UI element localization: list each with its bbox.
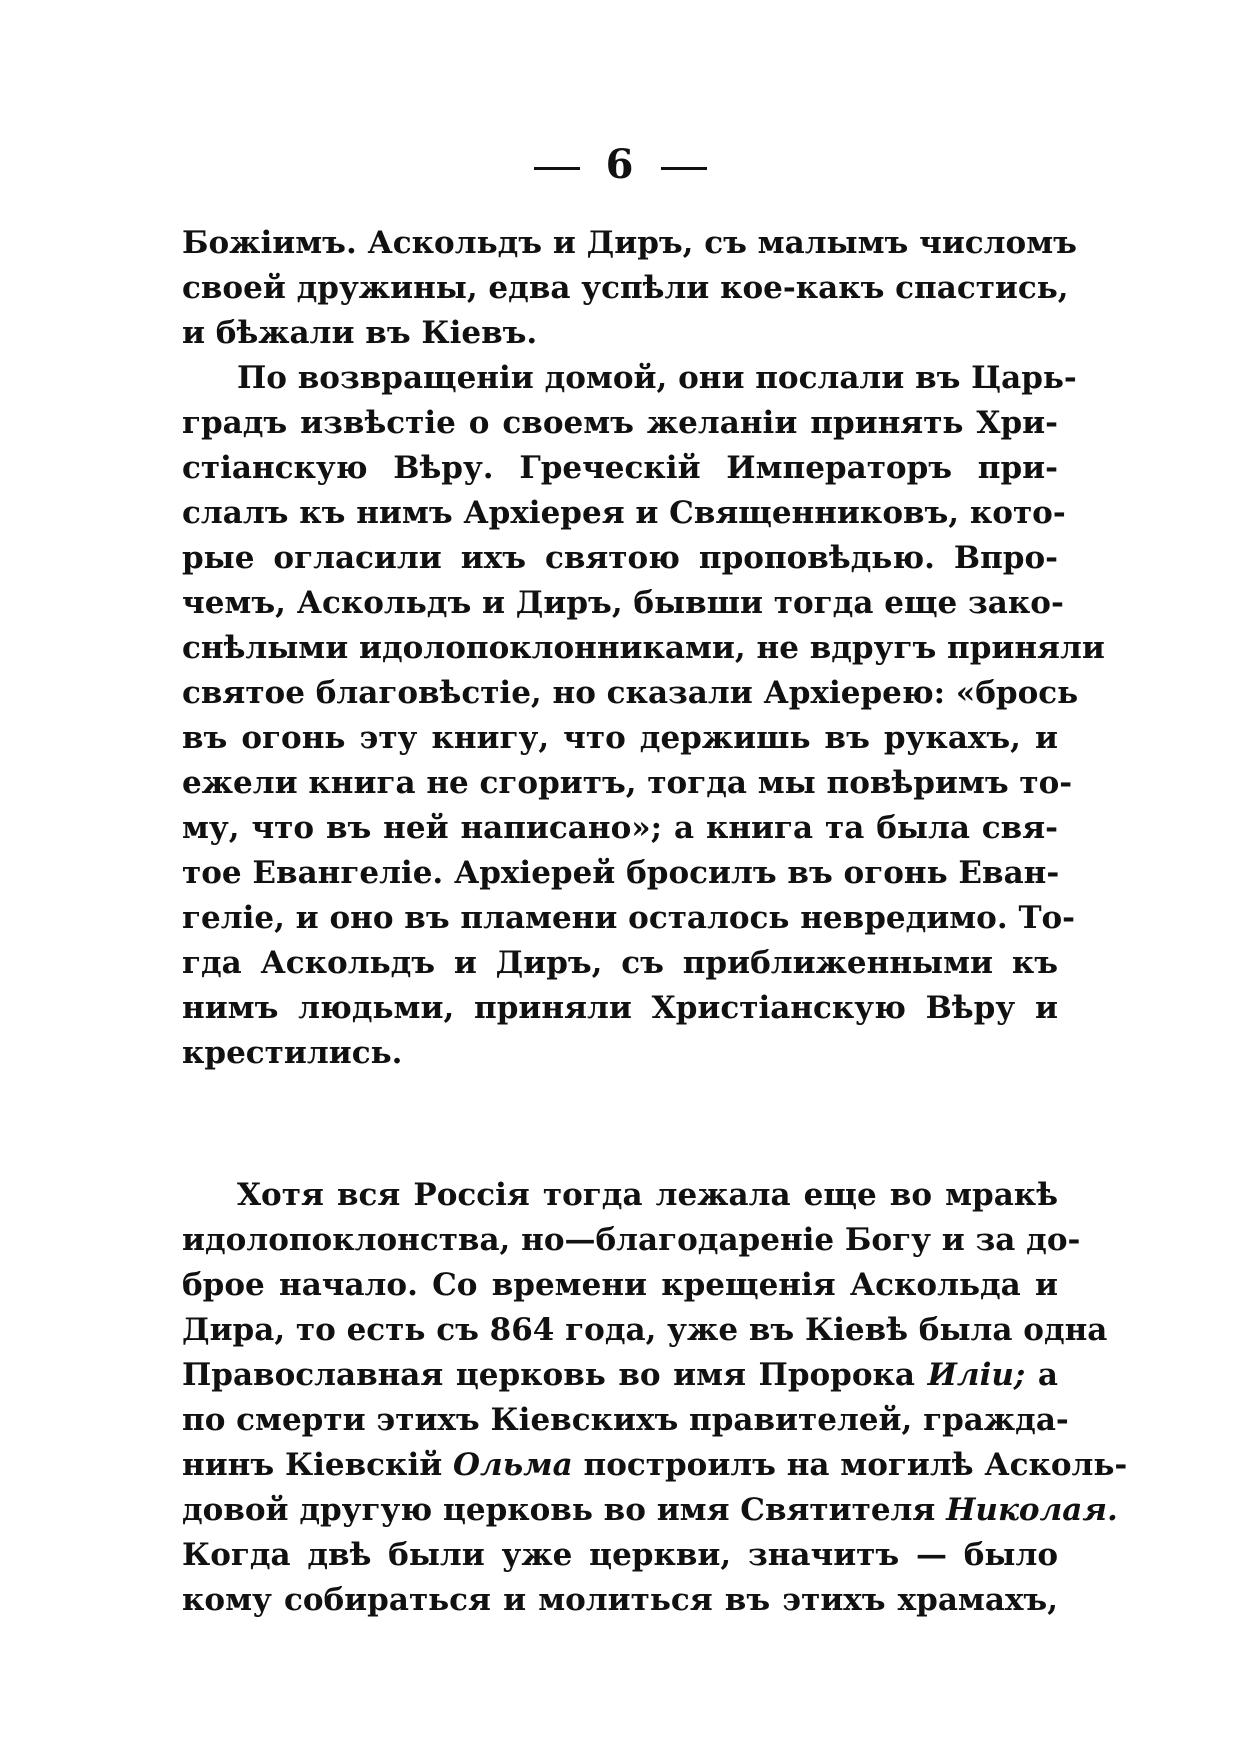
dash-left [534, 167, 580, 170]
text-line: Хотя вся Россія тогда лежала еще во мракѣ [237, 1177, 1058, 1213]
text-line-mixed [182, 1353, 1058, 1398]
text-line: По возвращеніи домой, они послали въ Царь- [237, 360, 1077, 396]
paragraph-3 [182, 1173, 1128, 1623]
italic-name-nikolai: Николая. [946, 1492, 1118, 1528]
paragraph-2 [182, 356, 1105, 1076]
text-line: и бѣжали въ Кіевъ. [182, 315, 538, 351]
text-run: нинъ Кіевскій [182, 1447, 443, 1483]
text-line: нимъ людьми, приняли Христіанскую Вѣру и [182, 990, 1058, 1026]
text-line: Когда двѣ были уже церкви, значитъ — было [182, 1537, 1058, 1573]
text-line: чемъ, Аскольдъ и Диръ, бывши тогда еще зако- [182, 585, 1064, 621]
text-line: тое Евангеліе. Архіерей бросилъ въ огонь Еван- [182, 855, 1060, 891]
text-line: брое начало. Со времени крещенія Аскольда и [182, 1267, 1058, 1303]
text-line: крестились. [182, 1035, 403, 1071]
italic-name-olma: Ольма [453, 1447, 573, 1483]
text-run: Православная церковь во имя Пророка [182, 1357, 916, 1393]
text-line: святое благовѣстіе, но сказали Архіерею: «брось [182, 675, 1079, 711]
text-line: идолопоклонства, но—благодареніе Богу и за до- [182, 1222, 1081, 1258]
text-run: построилъ на могилѣ Асколь- [583, 1447, 1128, 1483]
italic-name-ilia: Иліи; [927, 1357, 1026, 1393]
text-line: Божіимъ. Аскольдъ и Диръ, съ малымъ числомъ [182, 225, 1077, 261]
text-line: слалъ къ нимъ Архіерея и Священниковъ, кото- [182, 495, 1066, 531]
text-line: гда Аскольдъ и Диръ, съ приближенными къ [182, 945, 1058, 981]
text-line: Дира, то есть съ 864 года, уже въ Кіевѣ была одна [182, 1312, 1108, 1348]
text-run: а [1037, 1357, 1059, 1393]
text-line: въ огонь эту книгу, что держишь въ рукахъ, и [182, 720, 1058, 756]
text-line-mixed [182, 1443, 1128, 1488]
main-text-lower [182, 1173, 1128, 1623]
text-line: рые огласили ихъ святою проповѣдью. Впро- [182, 540, 1058, 576]
text-line: снѣлыми идолопоклонниками, не вдругъ приняли [182, 630, 1105, 666]
text-line: ежели книга не сгоритъ, тогда мы повѣримъ то- [182, 765, 1073, 801]
text-line: му, что въ ней написано»; а книга та была свя- [182, 810, 1058, 846]
text-line: геліе, и оно въ пламени осталось невредимо. То- [182, 900, 1076, 936]
text-line: стіанскую Вѣру. Греческій Императоръ при- [182, 450, 1058, 486]
text-line: по смерти этихъ Кіевскихъ правителей, гражда- [182, 1402, 1069, 1438]
text-line: кому собираться и молиться въ этихъ храмахъ, [182, 1582, 1058, 1618]
text-line: своей дружины, едва успѣли кое-какъ спастись, [182, 270, 1069, 306]
text-run: довой другую церковь во имя Святителя [182, 1492, 936, 1528]
text-line-mixed [182, 1488, 1118, 1533]
paragraph-1 [182, 221, 1077, 356]
text-line: градъ извѣстіе о своемъ желаніи принять Хри- [182, 405, 1058, 441]
page-number [0, 140, 1241, 190]
dash-right [661, 167, 707, 170]
page-number-value: 6 [605, 141, 636, 188]
main-text-upper [182, 221, 1105, 1076]
